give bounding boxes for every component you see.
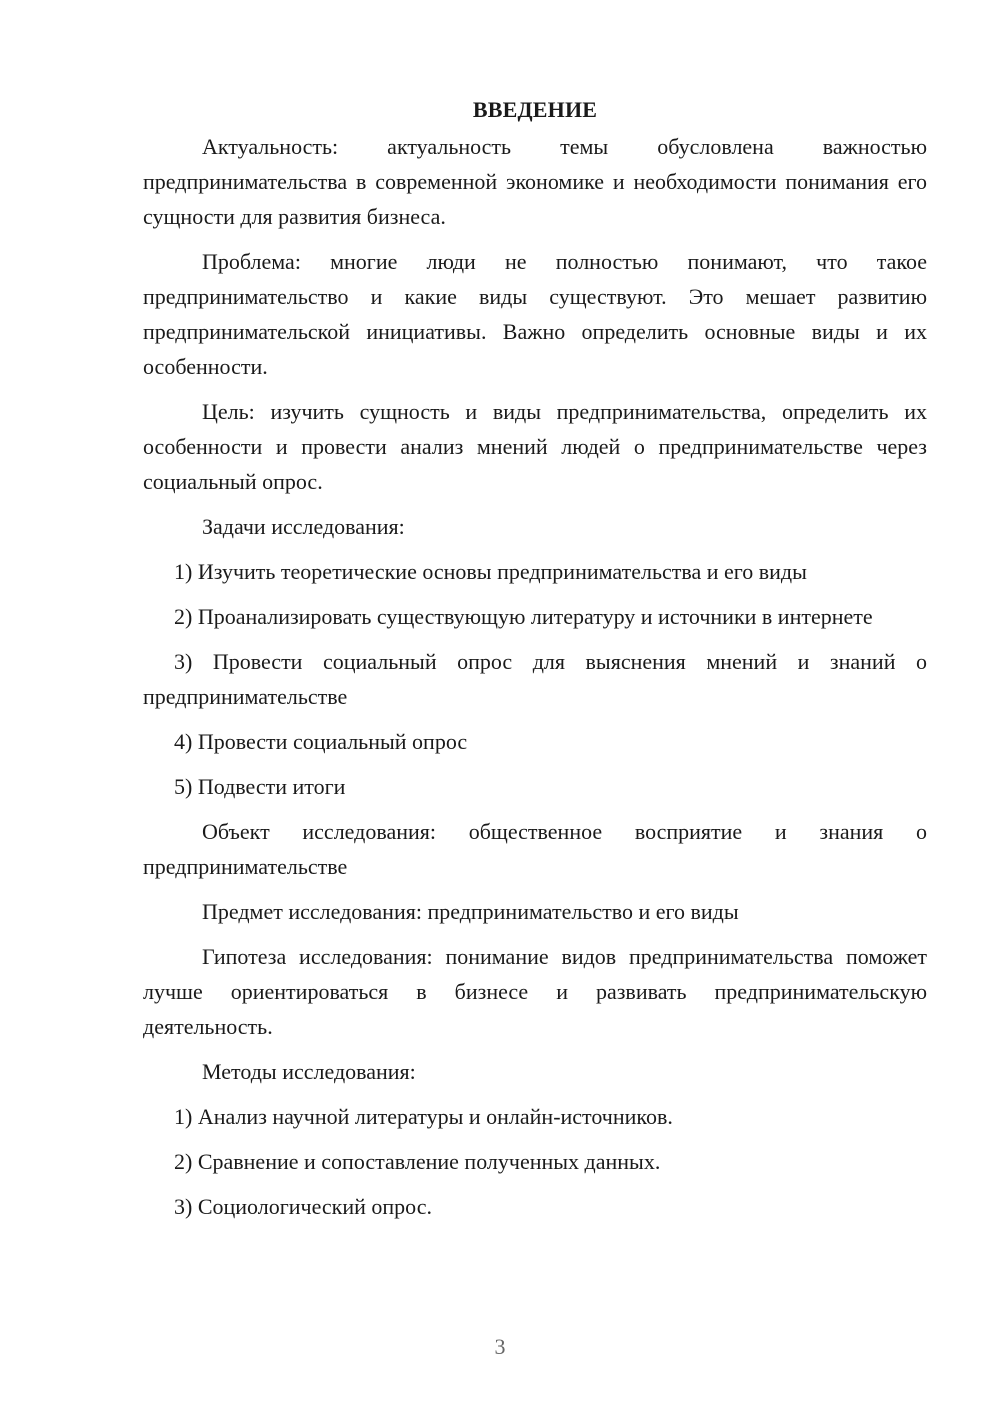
paragraph-hypothesis: Гипотеза исследования: понимание видов предпринимательства поможет лучше ориентироваться в бизнесе и развивать предпринимательскую деятельность. <box>143 944 927 1039</box>
task-item: 3) Провести социальный опрос для выяснения мнений и знаний о предпринимательстве <box>143 649 927 709</box>
method-item: 1) Анализ научной литературы и онлайн-источников. <box>174 1104 673 1129</box>
task-item: 5) Подвести итоги <box>174 774 346 799</box>
task-item: 1) Изучить теоретические основы предпринимательства и его виды <box>174 559 807 584</box>
methods-heading: Методы исследования: <box>202 1059 416 1084</box>
paragraph-relevance: Актуальность: актуальность темы обусловлена важностью предпринимательства в современной экономике и необходимости понимания его сущности для развития бизнеса. <box>143 134 927 229</box>
section-title: ВВЕДЕНИЕ <box>472 97 598 122</box>
task-item: 4) Провести социальный опрос <box>174 729 468 754</box>
page-content <box>143 92 927 1234</box>
paragraph-object: Объект исследования: общественное восприятие и знания о предпринимательстве <box>143 819 927 879</box>
method-item: 2) Сравнение и сопоставление полученных данных. <box>174 1149 661 1174</box>
page-number: 3 <box>494 1334 506 1359</box>
paragraph-subject: Предмет исследования: предпринимательство и его виды <box>202 899 739 924</box>
paragraph-problem: Проблема: многие люди не полностью понимают, что такое предпринимательство и какие виды существуют. Это мешает развитию предпринимательской инициативы. Важно определить основные виды и их особенности. <box>143 249 927 379</box>
paragraph-goal: Цель: изучить сущность и виды предпринимательства, определить их особенности и провести анализ мнений людей о предпринимательстве через социальный опрос. <box>143 399 927 494</box>
method-item: 3) Социологический опрос. <box>174 1194 432 1219</box>
tasks-heading: Задачи исследования: <box>202 514 405 539</box>
task-item: 2) Проанализировать существующую литературу и источники в интернете <box>174 604 873 629</box>
